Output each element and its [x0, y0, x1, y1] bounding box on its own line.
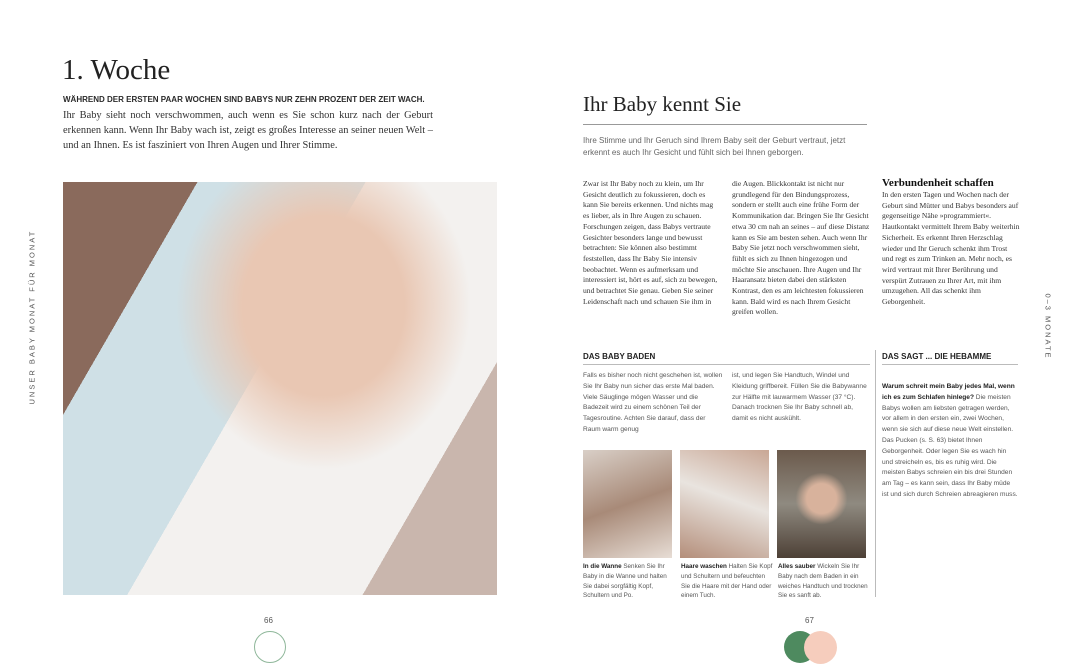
title-rule: [583, 124, 867, 125]
midwife-text: [882, 382, 1018, 501]
caption-title: In die Wanne: [583, 563, 622, 570]
caption-text: Halten Sie Kopf und Schultern und befeuchten Sie die Haare mit der Hand oder einem Tuch.: [681, 563, 773, 600]
side-label-right: 0–3 MONATE: [1043, 293, 1053, 360]
circle-ornament-left: [254, 631, 286, 663]
bath-photo-2: [680, 450, 769, 558]
caption-2: [681, 562, 773, 601]
page-number-left: 66: [264, 616, 273, 625]
mother-baby-photo: [63, 182, 497, 595]
bath-photo-1: [583, 450, 672, 558]
caption-text: Wickeln Sie Ihr Baby nach dem Baden in ein weiches Handtuch und trocknen Sie es sanft ab.: [778, 563, 868, 600]
peach-circle-ornament: [804, 631, 837, 664]
caption-1: [583, 562, 675, 601]
bath-text-2: ist, und legen Sie Handtuch, Windel und Kleidung griffbereit. Füllen Sie die Babywanne zur Hälfte mit lauwarmem Wasser (37 °C). Danach trocknen Sie Ihr Baby schnell ab, damit es nicht auskühlt.: [732, 372, 867, 423]
page-title-right: Ihr Baby kennt Sie: [583, 92, 742, 116]
section-heading: Verbundenheit schaffen: [882, 177, 994, 189]
body-column-3: [882, 177, 1020, 308]
midwife-question: Warum schreit mein Baby jedes Mal, wenn ich es zum Schlafen hinlege?: [882, 383, 1015, 401]
body-column-2: die Augen. Blickkontakt ist nicht nur grundlegend für den Bindungsprozess, sondern er stellt auch eine frühe Form der Kommunikation dar. Bringen Sie Ihr Gesicht etwa 30 cm nah an seines – auf diese Distanz kann es Sie am besten sehen. Auch wenn Ihr Baby Sie jetzt noch verschwommen sieht, fühlt es sich zu Ihnen hingezogen und möchte Sie anschauen. Ihre Augen und Ihr Haaransatz bieten dabei den stärksten Kontrast, den es am leichtesten fokussieren kann. Bald wird es nach Ihrem Gesicht greifen wollen.: [732, 179, 870, 317]
lead-text: WÄHREND DER ERSTEN PAAR WOCHEN SIND BABYS NUR ZEHN PROZENT DER ZEIT WACH.: [63, 95, 425, 104]
caption-title: Alles sauber: [778, 563, 816, 570]
bath-text-1: Falls es bisher noch nicht geschehen ist, wollen Sie Ihr Baby nun sicher das erste Mal baden. Viele Säuglinge mögen Wasser und die Badezeit wird zu einem schönen Teil der Tagesroutine. Achten Sie darauf, dass der Raum warm genug: [583, 372, 723, 433]
intro-text-left: Ihr Baby sieht noch verschwommen, auch wenn es Sie schon kurz nach der Geburt erkennen kann. Wenn Ihr Baby wach ist, zeigt es großes Interesse an seiner neuen Welt – und an Ihnen. Es ist fasziniert von Ihren Augen und Ihrer Stimme.: [63, 110, 433, 151]
intro-text-right: Ihre Stimme und Ihr Geruch sind Ihrem Baby seit der Geburt vertraut, jetzt erkennt es auch Ihr Gesicht und fühlt sich bei Ihnen geborgen.: [583, 136, 846, 157]
caption-text: Senken Sie Ihr Baby in die Wanne und halten Sie dabei sorgfältig Kopf, Schultern und Po.: [583, 563, 667, 600]
bath-photo-3: [777, 450, 866, 558]
column-divider: [875, 350, 876, 597]
page-number-right: 67: [805, 616, 814, 625]
section-text: In den ersten Tagen und Wochen nach der Geburt sind Mütter und Babys besonders auf gegenseitige Nähe »programmiert«. Hautkontakt vermittelt Ihrem Baby weiterhin Sicherheit. Es erkennt Ihren Herzschlag wieder und Ihr Geruch schenkt ihm Trost und regt es zum Trinken an. Mehr noch, es wird vertraut mit Ihrer Berührung und verspürt Zutrauen zu Ihrer Art, mit ihm umzugehen. All das schenkt ihm Geborgenheit.: [882, 190, 1020, 307]
midwife-answer: Die meisten Babys wollen am liebsten getragen werden, vor allem in den ersten ein, zwei Wochen, wenn sie sich auf diese neue Welt einstellen. Das Pucken (s. S. 63) bietet Ihnen Geborgenheit. Oder legen Sie es wach hin und streicheln es, bis es ruhig wird. Die meisten Babys schreien ein bis drei Stunden am Tag – es kann sein, dass Ihr Baby müde ist und sich durch Schreien abreagieren muss.: [882, 393, 1018, 498]
caption-3: [778, 562, 870, 601]
bath-box-heading: DAS BABY BADEN: [583, 352, 870, 365]
side-label-left: UNSER BABY MONAT FÜR MONAT: [27, 229, 37, 405]
body-column-1: Zwar ist Ihr Baby noch zu klein, um Ihr Gesicht deutlich zu fokussieren, doch es kann Sie bereits erkennen. Und nichts mag es lieber, als in Ihre Augen zu schauen. Forschungen zeigen, dass Babys vertraute Gesichter besonders lange und bewusst betrachten: Sie können also bestimmt feststellen, dass Ihr Baby Sie intensiv beobachtet. Wenn es aufmerksam und interessiert ist, hört es auf, sich zu bewegen, und betrachtet Sie genau. Geben Sie seiner Leidenschaft nach und schauen Sie ihm in: [583, 179, 718, 306]
caption-title: Haare waschen: [681, 563, 727, 570]
midwife-box-heading: DAS SAGT ... DIE HEBAMME: [882, 352, 1018, 365]
page-title-left: 1. Woche: [62, 54, 171, 86]
